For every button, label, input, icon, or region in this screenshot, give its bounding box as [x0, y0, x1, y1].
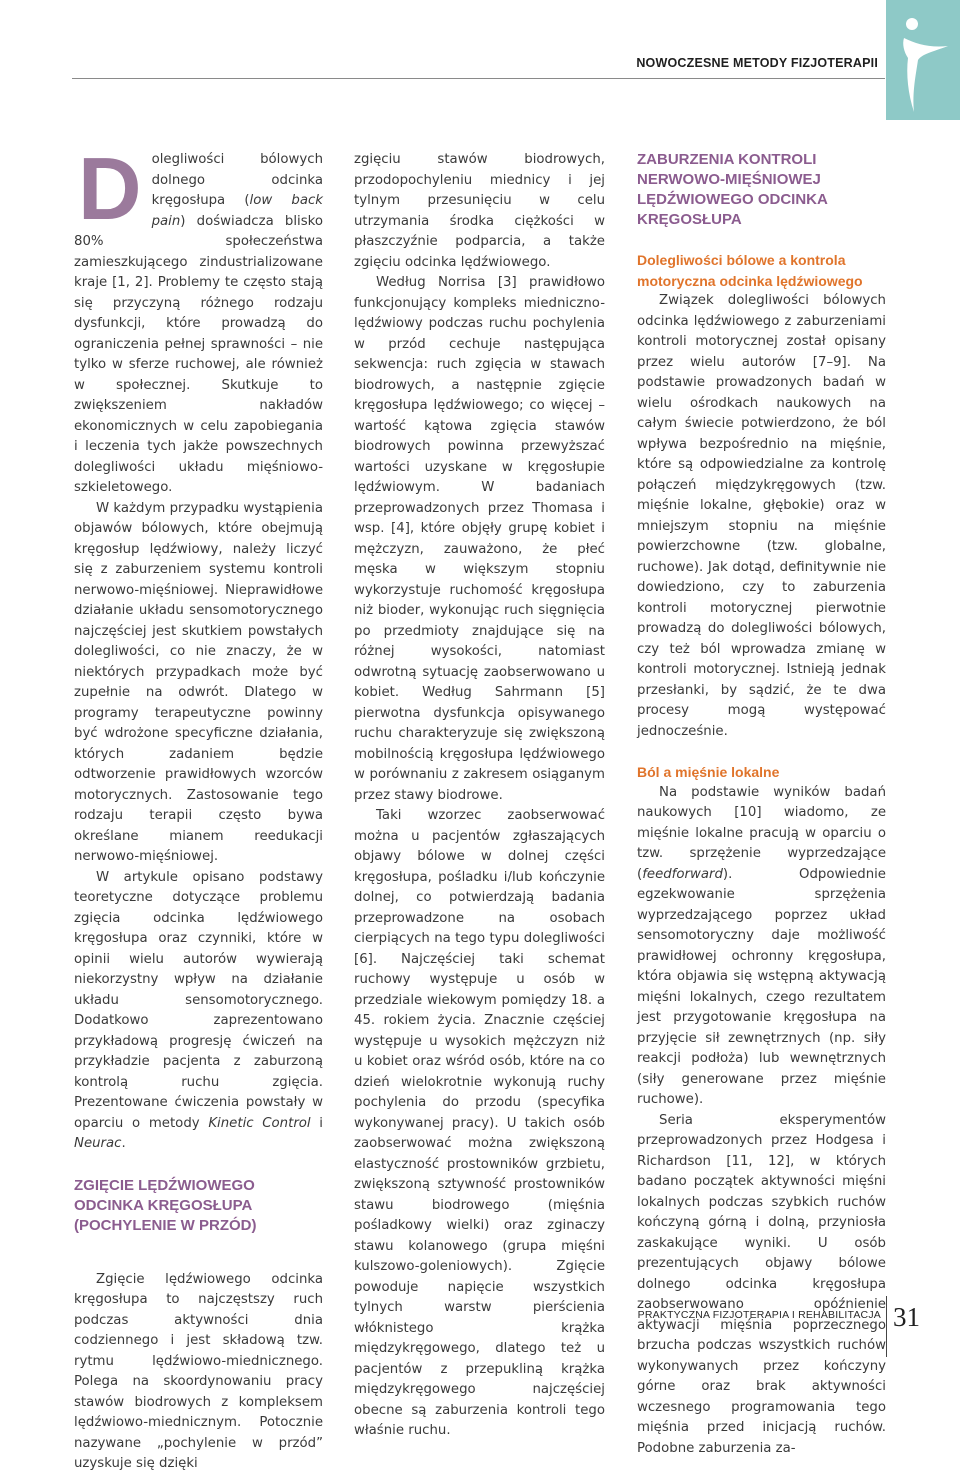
- journal-name: PRAKTYCZNA FIZJOTERAPIA I REHABILITACJA: [637, 1309, 881, 1321]
- paragraph: Seria eksperymentów przeprowadzonych przez Hodgesa i Richardson [11, 12], w których badano początek aktywności mięśni lokalnych podczas szybkich ruchów kończyną górną i dolną, przyniosła zaskakujące wyniki. U osób prezentujących objawy bólowe dolnego odcinka kręgosłupa zaobserwowano opóźnienie aktywacji mięśnia poprzecznego brzucha podczas wszystkich ruchów wykonywanych przez kończyny górne oraz brak aktywności wczesnego programowania tego mięśnia przed inicjacją ruchów. Podobne zaburzenia za-: [637, 1112, 886, 1456]
- person-figure-icon: [890, 4, 956, 116]
- section-heading-flexion: ZGIĘCIE LĘDŹWIOWEGO ODCINKA KRĘGOSŁUPA (POCHYLENIE W PRZÓD): [74, 1176, 257, 1234]
- paragraph: zgięciu stawów biodrowych, przodopochyleniu miednicy i jej tylnym przesunięciu w celu utrzymania środka ciężkości w płaszczyźnie podparcia, a także zgięciu odcinka lędźwiowego.: [354, 152, 605, 270]
- subheading-pain-local-muscles: Ból a mięśnie lokalne: [637, 764, 780, 780]
- intro-paragraph: Dolegliwości bólowych dolnego odcinka kręgosłupa (low back pain) doświadcza blisko 80% społeczeństwa zamieszkującego zindustrializowane kraje [1, 2]. Problemy te często stają się przyczyną różnego rodzaju dysfunkcji, które prowadzą do ograniczenia pełnej sprawności – nie tylko w sferze ruchowej, ale również w społecznej. Skutkuje to zwiększeniem nakładów ekonomicznych w celu zapobiegania i leczenia tych jakże powszechnych dolegliwości układu mięśniowo-szkieletowego.: [74, 139, 323, 495]
- term-neurac: Neurac: [74, 1136, 122, 1151]
- article-column-2: [354, 150, 605, 1442]
- paragraph: W artykule opisano podstawy teoretyczne dotyczące problemu zgięcia odcinka lędźwiowego kręgosłupa oraz czynniki, które w opinii wielu autorów wywierają niekorzystny wpływ na działanie układu sensomotorycznego. Dodatkowo zaprezentowano przykładową progresję ćwiczeń na przykładzie pacjenta z zaburzoną kontrolą ruchu zgięcia. Prezentowane ćwiczenia powstały w oparciu o metody Kinetic Control i Neurac.: [74, 869, 324, 1151]
- paragraph: Według Norrisa [3] prawidłowo funkcjonujący kompleks miedniczno-lędźwiowy podczas ruchu pochylenia w przód cechuje następująca sekwencja: ruch zgięcia w stawach biodrowych, a następnie zgięcie kręgosłupa lędźwiowego; co więcej – wartość kątowa zgięcia stawów biodrowych powinna przewyższać wartości uzyskane w kręgosłupie lędźwiowym. W badaniach przeprowadzonych przez Thomasa i wsp. [4], które objęły grupę kobiet i mężczyzn, zauważono, że płeć męska w większym stopniu wykorzystuje ruchomość kręgosłupa niż bioder, wykonując ruch sięgnięcia po przedmioty znajdujące się na różnej wysokości, natomiast odwrotną sytuację zaobserwowano u kobiet. Według Sahrmann [5] pierwotna dysfunkcja opisywanego ruchu charakteryzuje się zwiększoną mobilnością kręgosłupa lędźwiowego w porównaniu z zakresem osiąganym przez stawy biodrowe.: [354, 275, 605, 803]
- footer-divider: [886, 1296, 887, 1357]
- term-kinetic-control: Kinetic Control: [208, 1115, 311, 1131]
- paragraph: Na podstawie wyników badań naukowych [10] wiadomo, ze mięśnie lokalne pracują w oparciu o tzw. sprzężenie wyprzedzające (feedforward). Odpowiednie egzekwowanie sprzężenia wyprzedzającego poprzez układ sensomotoryczny daje możliwość prawidłowej ochronny kręgosłupa, która objawia się wstępną aktywacją mięśni lokalnych, czego rezultatem jest przygotowanie kręgosłupa na przyjęcie sił zewnętrznych (np. siły reakcji podłoża) lub wewnętrznych (siły generowane przez mięśnie ruchowe).: [637, 784, 886, 1107]
- section-title: NOWOCZESNE METODY FIZJOTERAPII: [636, 56, 878, 70]
- subheading-pain-motor-control: Dolegliwości bólowe a kontrola motoryczna odcinka lędźwiowego: [637, 252, 863, 289]
- drop-cap: D: [78, 139, 142, 238]
- page-number: 31: [893, 1302, 920, 1332]
- section-heading-neuromuscular: ZABURZENIA KONTROLI NERWOWO-MIĘŚNIOWEJ LĘDŹWIOWEGO ODCINKA KRĘGOSŁUPA: [637, 151, 828, 228]
- header-divider: [72, 78, 885, 79]
- paragraph: W każdym przypadku wystąpienia objawów bólowych, które obejmują kręgosłup lędźwiowy, należy liczyć się z zaburzeniem systemu kontroli nerwowo-mięśniowej. Nieprawidłowe działanie układu sensomotorycznego najczęściej jest skutkiem powstałych dolegliwości, co nie znaczy, że w niektórych przypadkach może być zupełnie na odwrót. Dlatego w programy terapeutyczne powinny być wdrożone specyficzne działania, których zadaniem będzie odtworzenie prawidłowych wzorców motorycznych. Zastosowanie tego rodzaju terapii często bywa określane mianem reedukacji nerwowo-mięśniowej.: [74, 500, 323, 864]
- article-column-3: [637, 150, 886, 1459]
- paragraph: Związek dolegliwości bólowych odcinka lędźwiowego z zaburzeniami kontroli motorycznej został opisany przez wielu autorów [7–9]. Na podstawie prowadzonych badań w wielu ośrodkach naukowych na całym świecie potwierdzono, że ból wpływa bezpośrednio na mięśnie, które są odpowiedzialne za kontrolę połączeń międzykręgowych (tzw. mięśnie lokalne, głębokie) oraz w mniejszym stopniu na mięśnie powierzchowne (tzw. globalne, ruchowe). Jak dotąd, definitywnie nie dowiedziono, czy to zaburzenia kontroli motorycznej pierwotnie prowadzą do dolegliwości bólowych, czy też ból wprowadza zmianę w kontroli motorycznej. Istnieją jednak przesłanki, by sądzić, że te dwa procesy mogą występować jednocześnie.: [637, 293, 886, 739]
- term-feedforward: feedforward: [642, 866, 723, 882]
- corner-brand-block: [886, 0, 960, 120]
- article-column-1: [74, 139, 324, 1475]
- paragraph: Taki wzorzec zaobserwować można u pacjentów zgłaszających objawy bólowe w dolnej części kręgosłupa, pośladku i/lub kończynie dolnej, co potwierdzają badania przeprowadzone na osobach cierpiących na tego typu dolegliwości [6]. Najczęściej taki schemat ruchowy występuje u osób w przedziale wiekowym pomiędzy 18. a 45. rokiem życia. Znacznie częściej występuje u wysokich mężczyzn niż u kobiet oraz wśród osób, które na co dzień wielokrotnie wykonują ruchy pochylenia do przodu (specyfika wykonywanej pracy). U takich osób zaobserwować można zwiększoną elastyczność prostowników grzbietu, zwiększoną sztywność prostowników stawu biodrowego (mięśnia pośladkowy wielki) oraz zginaczy stawu kolanowego (grupa mięśni kulszowo-goleniowych). Zgięcie powoduje napięcie wszystkich tylnych warstw pierścienia włóknistego krążka międzykręgowego, dlatego też u pacjentów z przepukliną krążka międzykręgowego najczęściej obecne są zaburzenia kontroli tego właśnie ruchu.: [354, 808, 605, 1438]
- term-low-back-pain: low back pain: [151, 193, 323, 229]
- paragraph: Zgięcie lędźwiowego odcinka kręgosłupa to najczęstszy ruch podczas aktywności dnia codziennego i jest składową tzw. rytmu lędźwiowo-miednicznego. Polega na skoordynowaniu pracy stawów biodrowych z kompleksem lędźwiowo-miednicznym. Potocznie nazywane „pochylenie w przód” uzyskuje się dzięki: [74, 1271, 323, 1471]
